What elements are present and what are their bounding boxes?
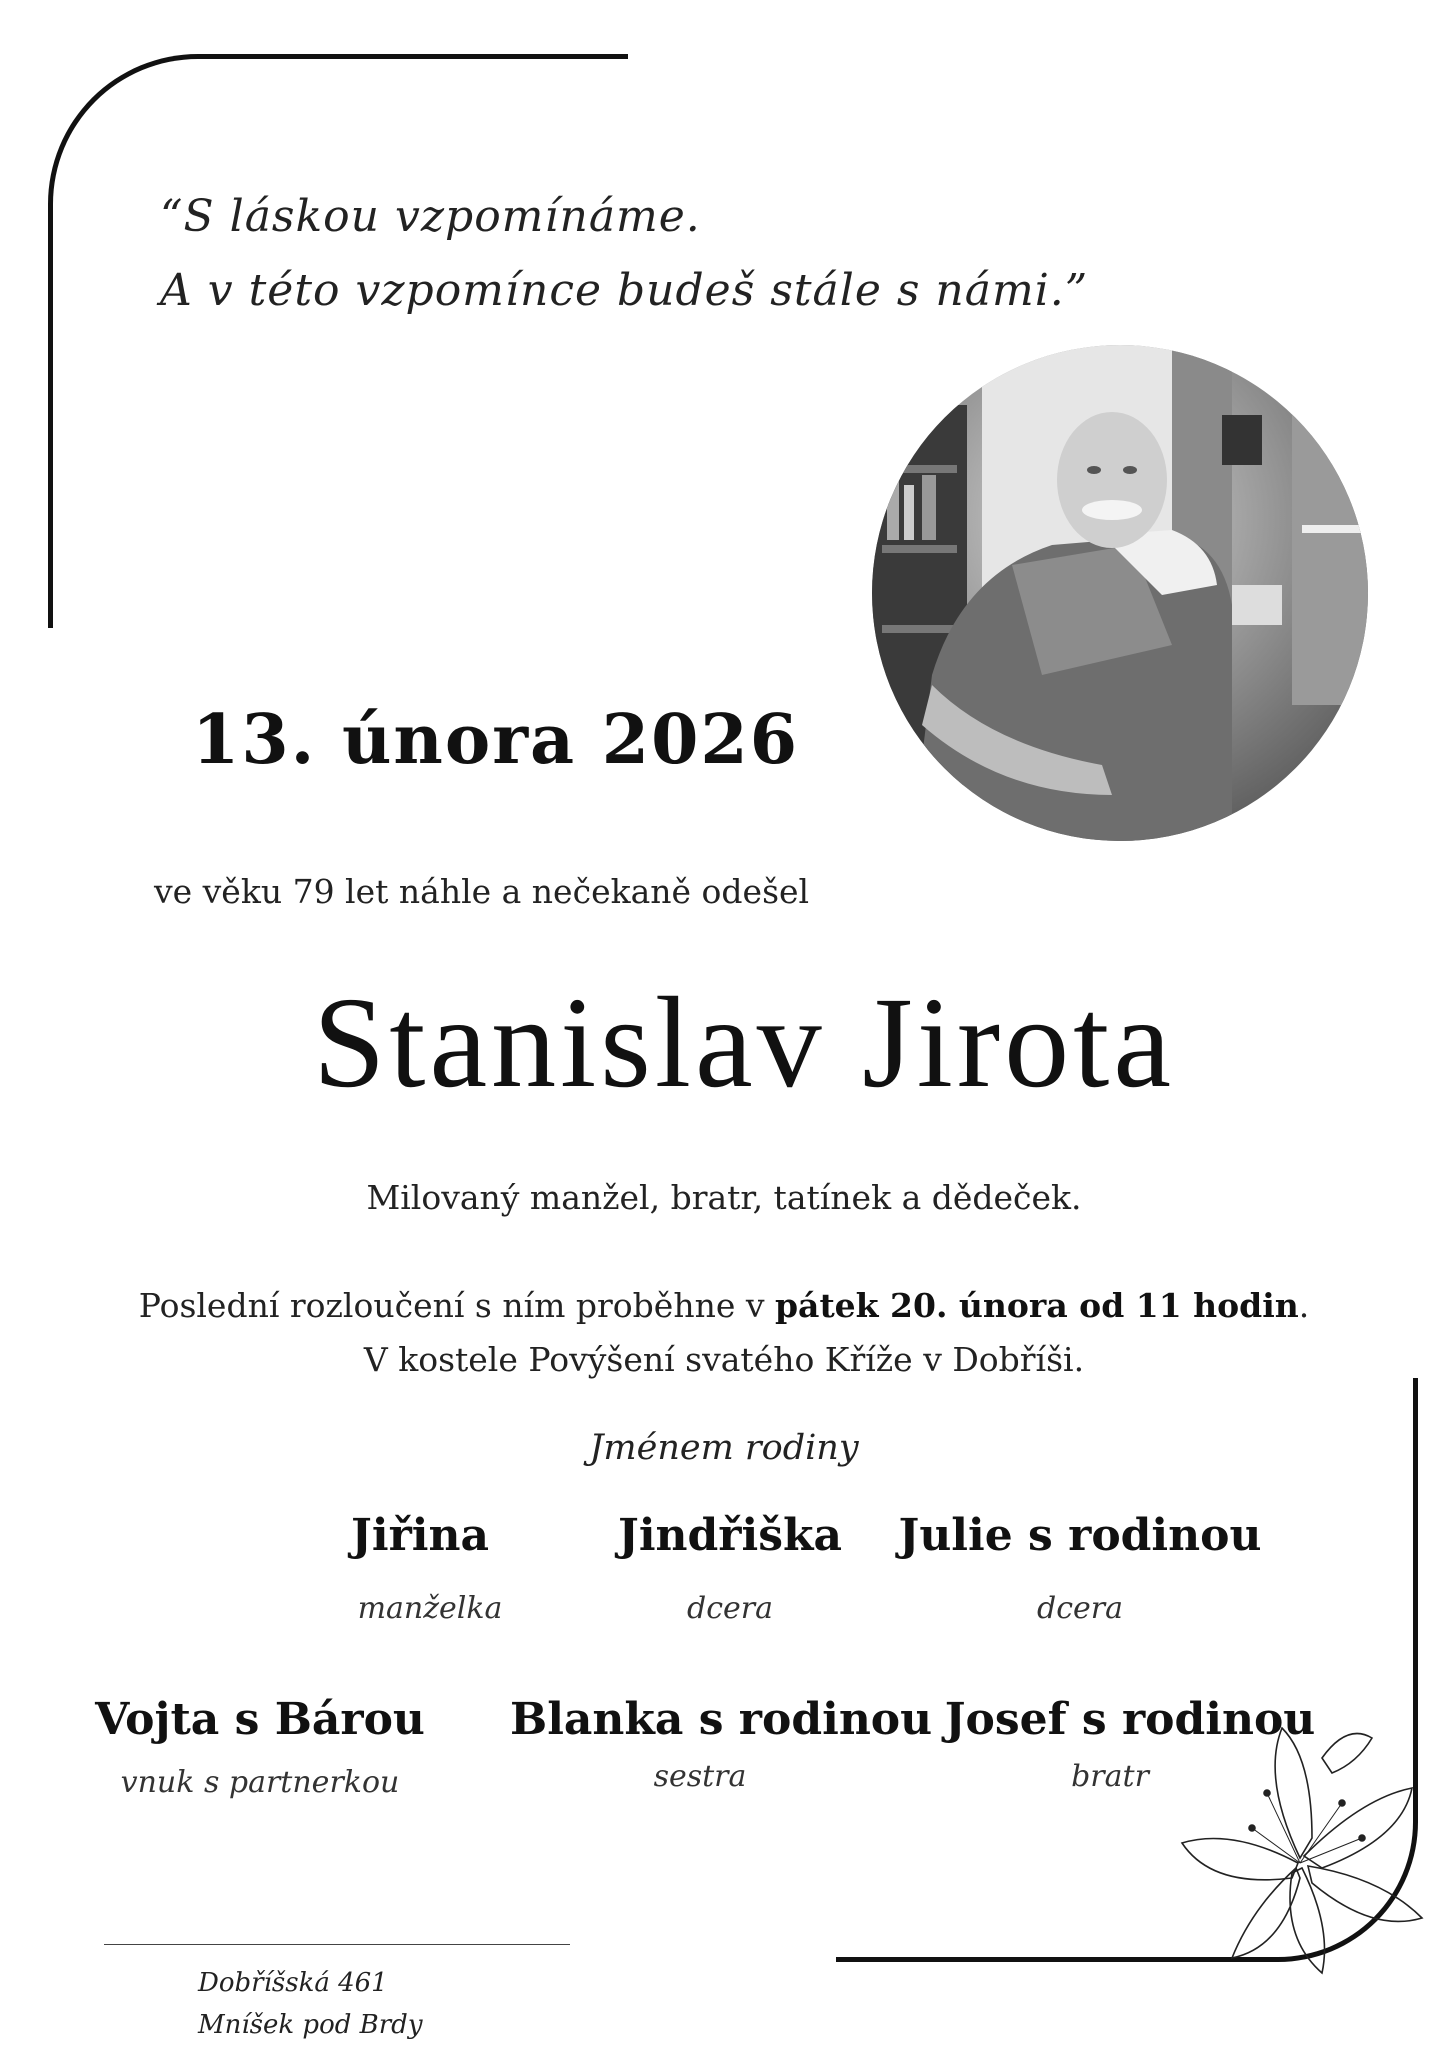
lily-flower-icon: [1172, 1718, 1428, 1978]
family-member-role: sestra: [653, 1759, 747, 1794]
family-member: [890, 1510, 1270, 1626]
description-line: Milovaný manžel, bratr, tatínek a dědeček.: [366, 1178, 1082, 1217]
family-member-name: Jindřiška: [618, 1510, 842, 1561]
funeral-date-time: pátek 20. února od 11 hodin: [774, 1286, 1299, 1325]
quote-line-2: A v této vzpomínce budeš stále s námi.”: [160, 265, 1089, 316]
family-member-role: dcera: [1037, 1591, 1123, 1626]
address-block: [198, 1962, 423, 2046]
family-member: [510, 1694, 933, 1794]
family-member-name: Julie s rodinou: [898, 1510, 1262, 1561]
family-member-role: bratr: [1071, 1759, 1149, 1794]
deceased-name: Stanislav Jirota: [313, 971, 1175, 1115]
on-behalf-of-family: Jménem rodiny: [589, 1428, 859, 1468]
family-member-role: dcera: [687, 1591, 773, 1626]
funeral-text-after: .: [1298, 1286, 1310, 1325]
funeral-text-before: Poslední rozloučení s ním proběhne v: [138, 1286, 775, 1325]
funeral-info-line: [0, 1286, 1448, 1325]
family-member-role: vnuk s partnerkou: [120, 1765, 400, 1800]
funeral-place-line: V kostele Povýšení svatého Kříže v Dobříši.: [363, 1340, 1085, 1379]
address-divider: [104, 1944, 570, 1945]
family-member-name: Jiřina: [351, 1510, 489, 1561]
family-member: [300, 1510, 540, 1626]
address-street: Dobříšská 461: [198, 1968, 388, 1998]
portrait-photo-image: [872, 345, 1368, 841]
family-member-name: Vojta s Bárou: [95, 1694, 425, 1745]
address-city: Mníšek pod Brdy: [198, 2010, 423, 2040]
family-member: [90, 1694, 430, 1800]
decorative-frame-top-left: [48, 54, 628, 628]
family-member-name: Josef s rodinou: [944, 1694, 1316, 1745]
age-line: ve věku 79 let náhle a nečekaně odešel: [154, 872, 810, 911]
date-of-death: 13. února 2026: [192, 700, 800, 780]
family-member: [600, 1510, 860, 1626]
quote-line-1: “S láskou vzpomínáme.: [160, 191, 701, 242]
portrait-photo: [872, 345, 1368, 841]
family-member-name: Blanka s rodinou: [510, 1694, 933, 1745]
family-member-role: manželka: [357, 1591, 503, 1626]
memorial-quote: [160, 180, 1088, 328]
